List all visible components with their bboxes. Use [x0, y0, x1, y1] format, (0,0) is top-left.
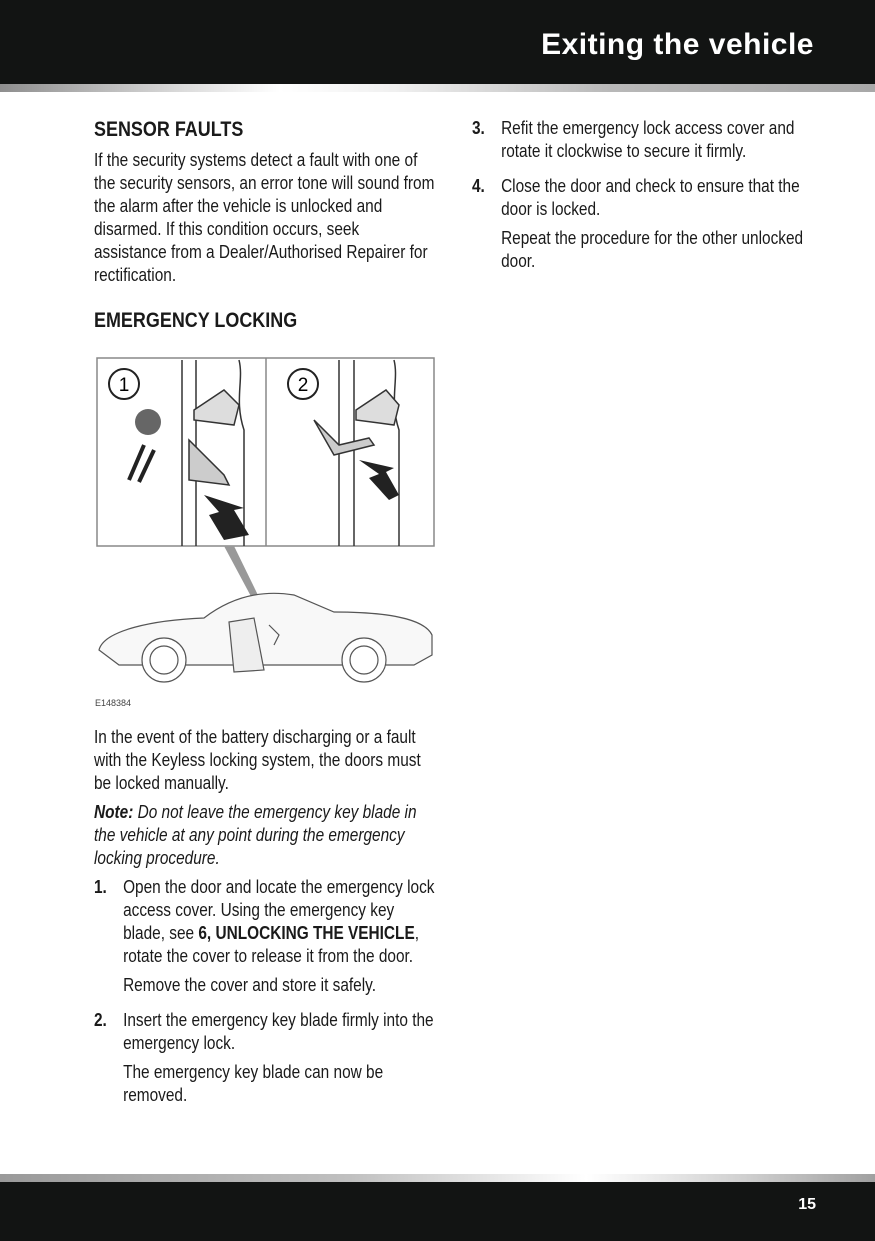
lock-cover: [135, 409, 161, 435]
figure-id: E148384: [95, 698, 132, 708]
step-extra: Repeat the procedure for the other unlocked door.: [501, 228, 804, 271]
note-text: Do not leave the emergency key blade in the vehicle at any point during the emergency locking procedure.: [94, 802, 417, 868]
page-number: 15: [798, 1196, 816, 1213]
step-2: [94, 1009, 436, 1113]
step-number: 2.: [94, 1010, 107, 1030]
panel-2-label: 2: [297, 375, 309, 396]
note-label: Note:: [94, 802, 134, 822]
sensor-faults-body: If the security systems detect a fault with one of the security sensors, an error tone will sound from the alarm after the vehicle is unlocked and disarmed. If this condition occurs, seek assistance from a Dealer/Authorised Repairer for rectification.: [94, 150, 435, 285]
car-drawing: [99, 593, 432, 682]
emergency-locking-illustration: [94, 350, 438, 712]
step-number: 4.: [472, 176, 485, 196]
step-4: [472, 175, 814, 279]
step-text: Close the door and check to ensure that the door is locked.: [501, 176, 800, 219]
cross-reference-link[interactable]: 6, UNLOCKING THE VEHICLE: [198, 923, 415, 943]
step-3: [472, 117, 814, 169]
step-extra: Remove the cover and store it safely.: [123, 975, 376, 995]
step-number: 3.: [472, 118, 485, 138]
panel-1-label: 1: [118, 375, 130, 396]
step-text: Refit the emergency lock access cover and rotate it clockwise to secure it firmly.: [501, 118, 795, 161]
step-text: , rotate the cover to release it from the door.: [123, 923, 420, 966]
emergency-intro: In the event of the battery discharging or a fault with the Keyless locking system, the doors must be locked manually.: [94, 727, 421, 793]
step-1: [94, 876, 436, 1003]
page-footer: [0, 1182, 875, 1241]
footer-divider: [0, 1174, 875, 1182]
step-number: 1.: [94, 877, 107, 897]
step-text: Open the door and locate the emergency lock access cover. Using the emergency key blade, see: [123, 877, 435, 943]
sensor-faults-heading: SENSOR FAULTS: [94, 118, 244, 141]
right-column: [472, 117, 814, 285]
header-divider: [0, 84, 875, 92]
page-title: Exiting the vehicle: [541, 28, 814, 61]
step-extra: The emergency key blade can now be removed.: [123, 1062, 384, 1105]
emergency-locking-heading: EMERGENCY LOCKING: [94, 309, 298, 332]
step-text: Insert the emergency key blade firmly into the emergency lock.: [123, 1010, 434, 1053]
note: [94, 801, 436, 870]
